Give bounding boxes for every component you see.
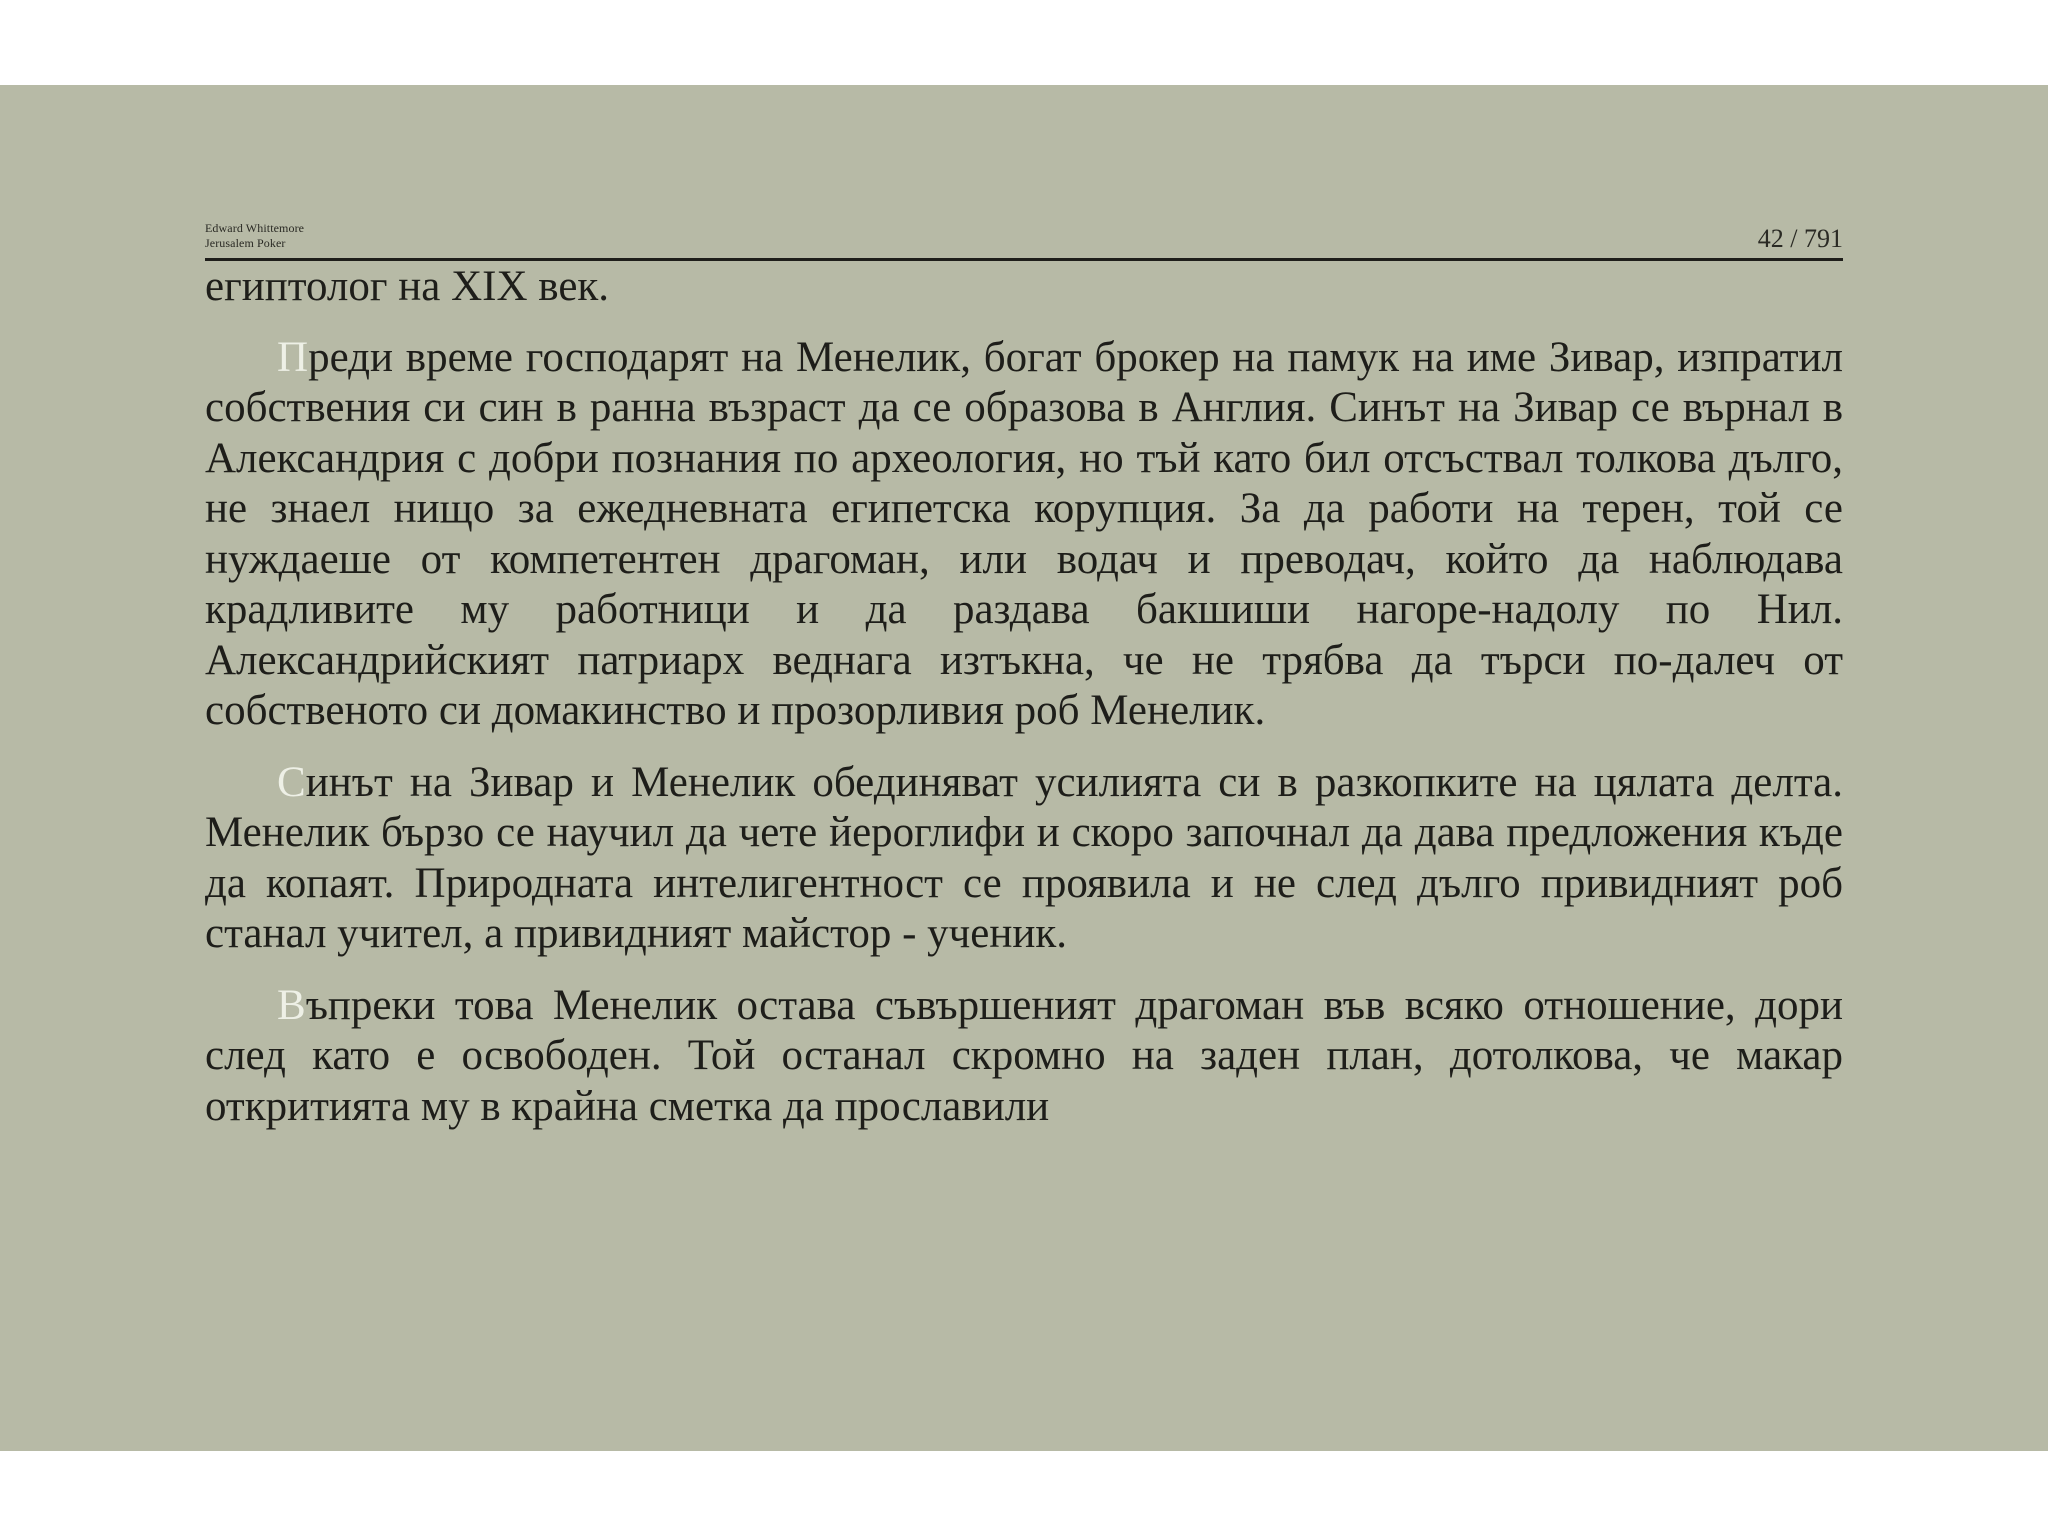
book-title: Jerusalem Poker bbox=[205, 236, 286, 250]
paragraph bbox=[205, 981, 1843, 1133]
paragraph bbox=[205, 333, 1843, 737]
continuation-line: египтолог на XIX век. bbox=[205, 263, 610, 310]
paragraph-text: инът на Зивар и Менелик обединяват усилията си в разкопките на цялата делта. Менелик бързо се научил да чете йероглифи и скоро започнал да дава предложения къде да копаят. Природната интелигентност се проявила и не след дълго привидният роб станал учител, а привидният майстор - ученик. bbox=[205, 758, 1843, 957]
author-name: Edward Whittemore bbox=[205, 221, 305, 235]
drop-initial: П bbox=[277, 333, 309, 381]
page-number: 42 / 791 bbox=[1757, 224, 1843, 253]
book-meta bbox=[205, 221, 304, 251]
drop-initial: В bbox=[277, 981, 306, 1029]
paragraph bbox=[205, 758, 1843, 960]
drop-initial: С bbox=[277, 758, 306, 806]
paragraph-text: реди време господарят на Менелик, богат брокер на памук на име Зивар, изпратил собствения си син в ранна възраст да се образова в Англия. Синът на Зивар се върнал в Александрия с добри познания по археология, но тъй като бил отсъствал толкова дълго, не знаел нищо за ежедневната египетска корупция. За да работи на терен, той се нуждаеше от компетентен драгоман, или водач и преводач, който да наблюдава крадливите му работници и да раздава бакшиши нагоре-надолу по Нил. Александрийският патриарх веднага изтъкна, че не трябва да търси по-далеч от собственото си домакинство и прозорливия роб Менелик. bbox=[205, 333, 1843, 734]
header-divider bbox=[205, 258, 1843, 261]
paragraph-text: ъпреки това Менелик остава съвършеният драгоман във всяко отношение, дори след като е освободен. Той останал скромно на заден план, дотолкова, че макар откритията му в крайна сметка да прославили bbox=[205, 981, 1843, 1130]
page-header bbox=[205, 136, 1843, 260]
book-text bbox=[205, 262, 1843, 1153]
